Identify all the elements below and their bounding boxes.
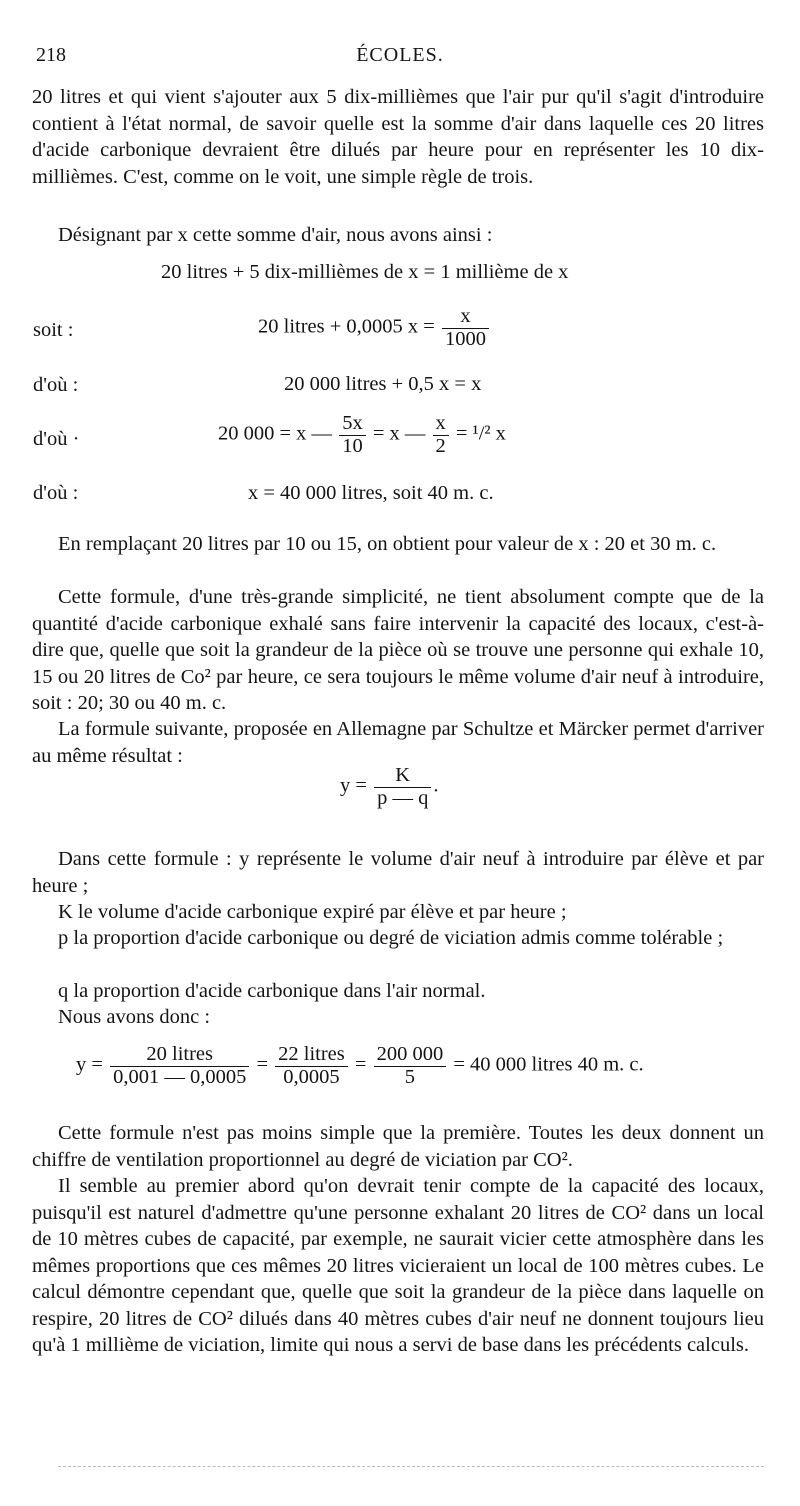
equation-4-part-c: = ¹/² x (450, 422, 506, 445)
paragraph-4: Cette formule, d'une très-grande simplicité, ne tient absolument compte que de la quantité d'acide carbonique exhalé sans faire intervenir la capacité des locaux, c'est-à-dire que, quelle que soit la grandeur de la pièce où se trouve une personne qui exhale 10, 15 ou 20 litres de Co² par heure, ce sera toujours le même volume d'air neuf à introduire, soit : 20; 30 ou 40 m. c. (32, 586, 764, 714)
equation-4-part-a: 20 000 = x — (218, 422, 338, 445)
paragraph-2: Désignant par x cette somme d'air, nous avons ainsi : (58, 224, 493, 246)
fraction (433, 413, 449, 457)
fraction (374, 1044, 447, 1088)
page-number: 218 (36, 44, 66, 66)
equation-6-lhs: y = (76, 1053, 109, 1076)
equation-5-label: d'où : (33, 482, 79, 504)
equation-6-rest: = 40 000 litres 40 m. c. (448, 1053, 644, 1076)
paragraph-5: La formule suivante, proposée en Allemagne par Schultze et Märcker permet d'arriver au même résultat : (32, 718, 764, 767)
running-title: ÉCOLES. (356, 44, 444, 66)
paragraph-12: Il semble au premier abord qu'on devrait tenir compte de la capacité des locaux, puisqu'il est naturel d'admettre qu'une personne exhalant 20 litres de CO² dans un local de 10 mètres cubes de capacité, par exemple, ne saurait vicier cette atmosphère dans les mêmes proportions que ces mêmes 20 litres vicieraient un local de 100 mètres cubes. Le calcul démontre cependant que, quelle que soit la grandeur de la pièce dans laquelle on respire, 20 litres de CO² dilués dans 40 mètres cubes d'air neuf ne donnent toujours lieu qu'à 1 millième de viciation, limite qui nous a servi de base dans les précédents calculs. (32, 1175, 764, 1356)
denominator: 5 (374, 1066, 447, 1089)
denominator: 10 (339, 435, 366, 458)
denominator: p — q (374, 787, 431, 810)
equation-2-label: soit : (33, 319, 74, 341)
denominator: 0,001 — 0,0005 (110, 1066, 249, 1089)
paragraph-1: 20 litres et qui vient s'ajouter aux 5 dix-millièmes que l'air pur qu'il s'agit d'introduire contient à l'état normal, de savoir quelle est la somme d'air dans laquelle ces 20 litres d'acide carbonique devraient être dilués par heure pour en représenter les 10 dix-millièmes. C'est, comme on le voit, une simple règle de trois. (32, 86, 764, 188)
formula-y (340, 765, 438, 809)
paragraph-3: En remplaçant 20 litres par 10 ou 15, on obtient pour valeur de x : 20 et 30 m. c. (58, 533, 717, 555)
fraction (275, 1044, 348, 1088)
fraction (442, 306, 489, 350)
numerator: 22 litres (278, 1043, 345, 1065)
paragraph-7: K le volume d'acide carbonique expiré par élève et par heure ; (58, 901, 567, 923)
paragraph-6: Dans cette formule : y représente le volume d'air neuf à introduire par élève et par heure ; (32, 848, 764, 897)
numerator: 5x (342, 412, 363, 434)
equation-2 (258, 306, 491, 350)
paragraph-9: q la proportion d'acide carbonique dans l'air normal. (58, 980, 486, 1002)
denominator: 2 (433, 435, 449, 458)
running-header (36, 44, 764, 74)
paragraph-11: Cette formule n'est pas moins simple que la première. Toutes les deux donnent un chiffre de ventilation proportionnel au degré de viciation par CO². (32, 1122, 764, 1171)
paragraph-10: Nous avons donc : (58, 1006, 211, 1028)
equals-sign: = (251, 1053, 274, 1076)
denominator: 0,0005 (275, 1066, 348, 1089)
equation-6 (76, 1044, 644, 1088)
numerator: 20 litres (146, 1043, 213, 1065)
numerator: K (395, 764, 411, 786)
fraction (374, 765, 431, 809)
numerator: 200 000 (376, 1043, 444, 1065)
equation-4 (218, 413, 506, 457)
equals-sign: = (349, 1053, 372, 1076)
equation-4-part-b: = x — (367, 422, 431, 445)
paragraph-8: p la proportion d'acide carbonique ou degré de viciation admis comme tolérable ; (58, 927, 724, 949)
formula-y-lhs: y = (340, 774, 373, 797)
fraction (110, 1044, 249, 1088)
equation-4-label: d'où · (33, 428, 80, 450)
equation-3: 20 000 litres + 0,5 x = x (284, 373, 482, 395)
formula-y-end: . (433, 774, 439, 797)
numerator: x (460, 305, 471, 327)
numerator: x (435, 412, 446, 434)
equation-2-lhs: 20 litres + 0,0005 x = (258, 315, 440, 338)
equation-5: x = 40 000 litres, soit 40 m. c. (248, 482, 494, 504)
fraction (339, 413, 366, 457)
equation-1: 20 litres + 5 dix-millièmes de x = 1 millième de x (161, 261, 569, 283)
denominator: 1000 (442, 328, 489, 351)
bottom-scan-artifact (58, 1466, 764, 1469)
equation-3-label: d'où : (33, 374, 79, 396)
